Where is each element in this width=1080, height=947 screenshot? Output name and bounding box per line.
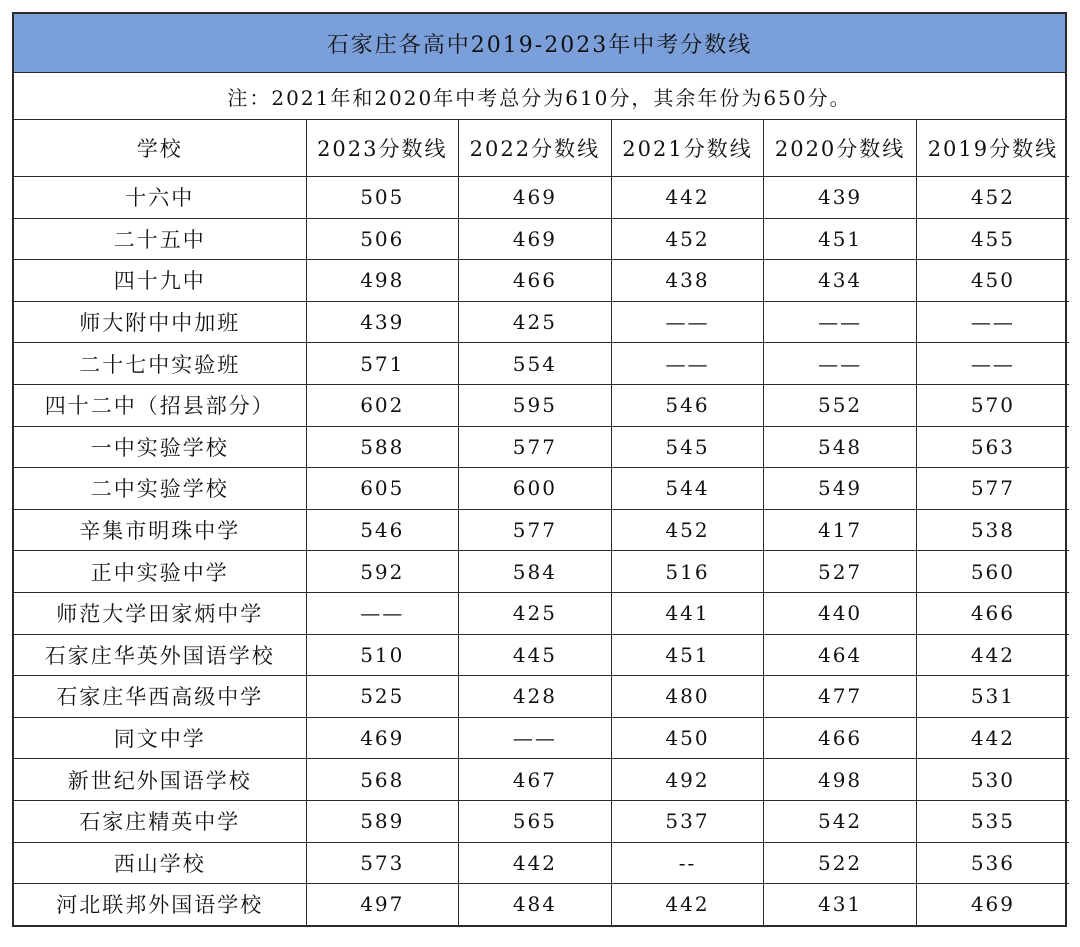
score-cell: 592 [306, 551, 459, 593]
header-year-2019: 2019分数线 [916, 120, 1069, 177]
score-cell: 452 [611, 218, 764, 260]
score-cell: 469 [459, 218, 612, 260]
score-cell: 469 [970, 892, 1016, 917]
score-cell: 600 [459, 468, 612, 510]
score-cell: —— [916, 343, 1069, 385]
score-cell: 536 [916, 842, 1069, 884]
table-row [14, 218, 1069, 260]
score-cell: 467 [459, 759, 612, 801]
score-cell: 588 [306, 426, 459, 468]
table-row [14, 800, 1069, 842]
score-cell: 466 [764, 717, 917, 759]
score-cell: —— [611, 301, 764, 343]
score-cell: 542 [764, 800, 917, 842]
score-cell: 602 [306, 384, 459, 426]
table-row [14, 842, 1069, 884]
score-cell: 450 [611, 717, 764, 759]
score-cell: 510 [306, 634, 459, 676]
table-row [14, 426, 1069, 468]
score-cell: 492 [611, 759, 764, 801]
table-row [14, 676, 1069, 718]
school-name-cell: 新世纪外国语学校 [14, 759, 306, 801]
table-row [14, 468, 1069, 510]
school-name-cell: 四十九中 [14, 260, 306, 302]
score-cell: 442 [916, 634, 1069, 676]
table-row [14, 759, 1069, 801]
table-row [14, 592, 1069, 634]
score-cell: 464 [764, 634, 917, 676]
table-body [14, 177, 1069, 925]
score-cell: 425 [459, 592, 612, 634]
score-cell: —— [306, 592, 459, 634]
school-name-cell: 河北联邦外国语学校 [14, 884, 306, 925]
table-title: 石家庄各高中2019-2023年中考分数线 [14, 14, 1065, 73]
score-cell: 546 [611, 384, 764, 426]
score-cell: 480 [611, 676, 764, 718]
score-cell: 563 [916, 426, 1069, 468]
header-year-2020: 2020分数线 [764, 120, 917, 177]
school-name-cell: 师大附中中加班 [14, 301, 306, 343]
table-row [14, 884, 1069, 925]
score-cell: 477 [764, 676, 917, 718]
score-cell: 431 [764, 884, 917, 925]
score-cell: 498 [764, 759, 917, 801]
score-cell: 525 [306, 676, 459, 718]
header-year-2023: 2023分数线 [306, 120, 459, 177]
header-school: 学校 [14, 120, 306, 177]
score-cell: 440 [764, 592, 917, 634]
school-name-cell: 石家庄精英中学 [14, 800, 306, 842]
score-cell: —— [764, 343, 917, 385]
score-cell: 584 [459, 551, 612, 593]
score-cell: —— [611, 343, 764, 385]
table-row [14, 634, 1069, 676]
score-cell: 560 [916, 551, 1069, 593]
score-cell: 498 [306, 260, 459, 302]
score-cell: 441 [611, 592, 764, 634]
school-name-cell: 二中实验学校 [14, 468, 306, 510]
score-cell: 442 [916, 717, 1069, 759]
school-name-cell: 石家庄华英外国语学校 [14, 634, 306, 676]
table-row [14, 177, 1069, 219]
score-cell: —— [459, 717, 612, 759]
school-name-cell: 辛集市明珠中学 [14, 509, 306, 551]
score-cell: 552 [764, 384, 917, 426]
score-cell: 442 [611, 177, 764, 219]
score-cell: 570 [916, 384, 1069, 426]
score-cell: 545 [611, 426, 764, 468]
table-row [14, 301, 1069, 343]
score-cell: 577 [459, 426, 612, 468]
score-cell: 549 [764, 468, 917, 510]
score-cell: 434 [764, 260, 917, 302]
score-cell: 554 [459, 343, 612, 385]
score-cell: 466 [459, 260, 612, 302]
header-row [14, 120, 1069, 177]
header-year-2021: 2021分数线 [611, 120, 764, 177]
school-name-cell: 西山学校 [14, 842, 306, 884]
score-cell: 425 [459, 301, 612, 343]
score-cell: 452 [916, 177, 1069, 219]
table-row [14, 384, 1069, 426]
score-cell: 506 [306, 218, 459, 260]
score-cell: 417 [764, 509, 917, 551]
score-table [14, 120, 1069, 925]
score-cell: 439 [306, 301, 459, 343]
score-cell: 466 [916, 592, 1069, 634]
table-row [14, 509, 1069, 551]
score-cell: 577 [459, 509, 612, 551]
score-cell: 455 [916, 218, 1069, 260]
table-row [14, 260, 1069, 302]
score-cell: 571 [306, 343, 459, 385]
score-cell: 531 [916, 676, 1069, 718]
score-cell: 484 [459, 884, 612, 925]
score-cell: 537 [611, 800, 764, 842]
score-cell: 527 [764, 551, 917, 593]
score-cell: 522 [764, 842, 917, 884]
score-cell: -- [611, 842, 764, 884]
score-cell: 589 [306, 800, 459, 842]
score-cell: 442 [459, 842, 612, 884]
score-cell: 535 [916, 800, 1069, 842]
score-cell: 605 [306, 468, 459, 510]
score-cell: 451 [764, 218, 917, 260]
school-name-cell: 师范大学田家炳中学 [14, 592, 306, 634]
score-cell: 445 [459, 634, 612, 676]
score-cell: 546 [306, 509, 459, 551]
score-cell: 505 [306, 177, 459, 219]
score-cell: —— [916, 301, 1069, 343]
table-note: 注：2021年和2020年中考总分为610分，其余年份为650分。 [14, 73, 1065, 120]
school-name-cell: 石家庄华西高级中学 [14, 676, 306, 718]
score-cell: 452 [611, 509, 764, 551]
score-cell: 451 [611, 634, 764, 676]
school-name-cell: 二十七中实验班 [14, 343, 306, 385]
score-cell: 516 [611, 551, 764, 593]
score-cell: 428 [459, 676, 612, 718]
school-name-cell: 正中实验中学 [14, 551, 306, 593]
score-cell: 469 [306, 717, 459, 759]
score-cell: 544 [611, 468, 764, 510]
school-name-cell: 二十五中 [14, 218, 306, 260]
table-row [14, 551, 1069, 593]
header-year-2022: 2022分数线 [459, 120, 612, 177]
score-cell: 577 [916, 468, 1069, 510]
school-name-cell: 四十二中（招县部分） [14, 384, 306, 426]
score-cell: 568 [306, 759, 459, 801]
score-cell: 565 [459, 800, 612, 842]
score-cell: 450 [916, 260, 1069, 302]
score-cell: 438 [611, 260, 764, 302]
school-name-cell: 同文中学 [14, 717, 306, 759]
table-row [14, 343, 1069, 385]
score-cell: 548 [764, 426, 917, 468]
score-cell: 573 [306, 842, 459, 884]
score-cell: 530 [916, 759, 1069, 801]
score-table-sheet [12, 12, 1067, 927]
score-cell: 469 [459, 177, 612, 219]
school-name-cell: 一中实验学校 [14, 426, 306, 468]
score-cell: 439 [764, 177, 917, 219]
table-row [14, 717, 1069, 759]
score-cell: 595 [459, 384, 612, 426]
score-cell: 497 [306, 884, 459, 925]
score-cell: —— [764, 301, 917, 343]
school-name-cell: 十六中 [14, 177, 306, 219]
score-cell: 442 [611, 884, 764, 925]
score-cell: 538 [916, 509, 1069, 551]
